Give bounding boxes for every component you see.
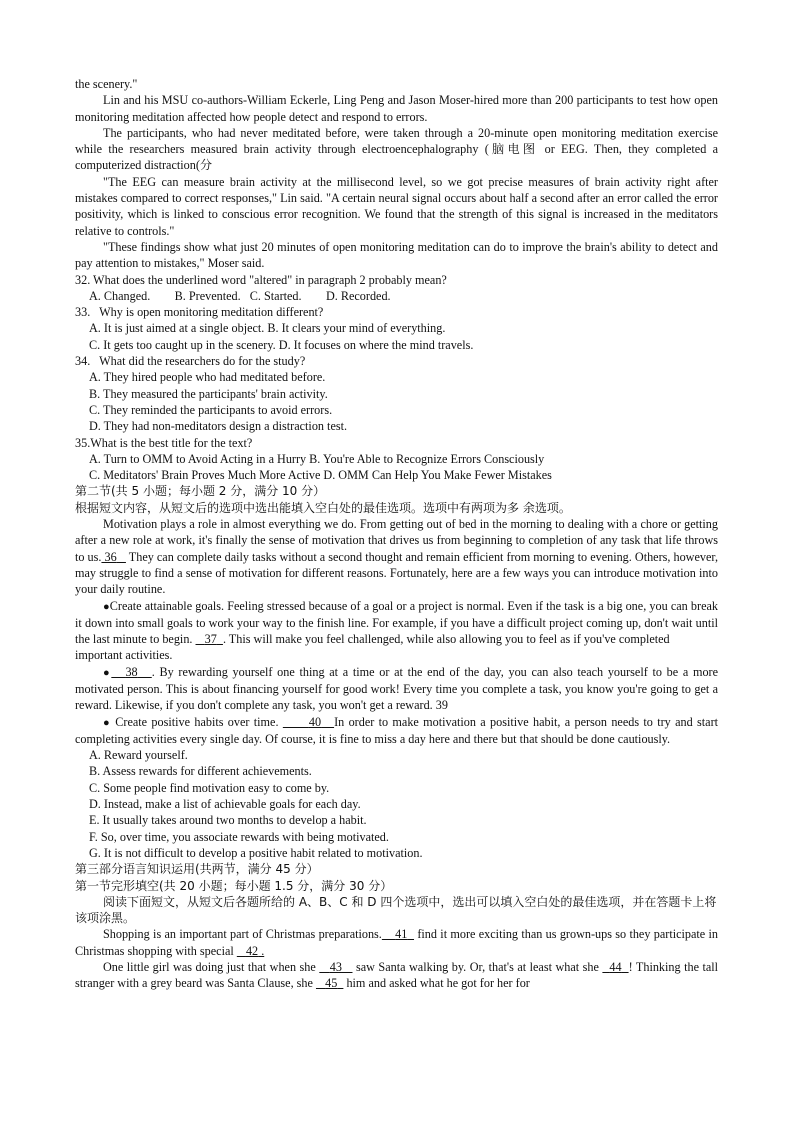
text-segment: One little girl was doing just that when she	[103, 960, 316, 975]
text-segment: him and asked what he got for her for	[346, 976, 530, 991]
bullet-icon: ●	[103, 716, 111, 729]
passage-paragraph: Lin and his MSU co-authors-William Eckerle, Ling Peng and Jason Moser-hired more than 200 participants to test how open monitoring meditation affected how people detect and respond to errors.	[75, 93, 718, 124]
text-segment: . This will make you feel challenged, while also allowing you to feel as if you've completed	[222, 632, 670, 647]
text-segment: ! Thinking the tall stranger with a grey beard was Santa Clause, she	[75, 960, 719, 991]
question-35: 35.What is the best title for the text?	[75, 435, 253, 450]
cloze-paragraph	[75, 598, 718, 648]
question-35-option-ab: A. Turn to OMM to Avoid Acting in a Hurry B. You're Able to Recognize Errors Consciously	[89, 451, 545, 466]
text-segment: find it more exciting than us grown-ups so they participate in Christmas shopping with special	[75, 927, 718, 958]
text-segment: Shopping is an important part of Christmas preparations.	[103, 927, 382, 942]
section-heading: 第一节完形填空(共 20 小题；每小题 1.5 分，满分 30 分）	[75, 878, 393, 893]
blank-43: 43	[329, 960, 342, 975]
question-35-option-cd: C. Meditators' Brain Proves Much More Active D. OMM Can Help You Make Fewer Mistakes	[89, 468, 552, 483]
question-34: 34. What did the researchers do for the study?	[75, 354, 306, 369]
blank-38: 38	[125, 664, 138, 679]
question-34-option-b: B. They measured the participants' brain activity.	[89, 386, 328, 401]
section-heading: 第二节(共 5 小题；每小题 2 分，满分 10 分）	[75, 484, 326, 499]
question-32: 32. What does the underlined word "altered" in paragraph 2 probably mean?	[75, 272, 447, 287]
part-heading: 第三部分语言知识运用(共两节，满分 45 分）	[75, 862, 319, 877]
option-a: A. Reward yourself.	[89, 748, 188, 763]
text-segment: In order to make motivation a positive habit, a person needs to try and start completing activities every single day. Of course, it is fine to miss a day here and there but that should be done cautiously.	[75, 714, 719, 746]
blank-44: 44	[609, 960, 622, 975]
blank-42: 42 .	[245, 943, 265, 958]
text-segment: . By rewarding yourself one thing at a time or at the end of the day, you can also teach yourself to be a more motivated person. This is about financing yourself for good work! Every time you complete a task, you know you're going to get a reward. Likewise, if you don't complete any task, you won't get a reward. 39	[75, 664, 719, 713]
option-e: E. It usually takes around two months to develop a habit.	[89, 813, 367, 828]
passage-paragraph: "The EEG can measure brain activity at the millisecond level, so we got precise measures of brain activity right after mistakes compared to correct responses," Lin said. "A certain neural signal occurs about half a second after an error called the error positivity, which is linked to conscious error recognition. We found that the strength of this signal is increased in the meditators relative to controls."	[75, 174, 718, 238]
question-33-option-ab: A. It is just aimed at a single object. B. It clears your mind of everything.	[89, 321, 446, 336]
cloze-paragraph	[75, 516, 718, 597]
section-instruction: 阅读下面短文，从短文后各题所给的 A、B、C 和 D 四个选项中，选出可以填入空白处的最佳选项，并在答题卡上将该项涂黑。	[75, 894, 717, 926]
option-d: D. Instead, make a list of achievable goals for each day.	[89, 797, 361, 812]
option-g: G. It is not difficult to develop a positive habit related to motivation.	[89, 845, 423, 860]
passage-paragraph: The participants, who had never meditated before, were taken through a 20-minute open monitoring meditation exercise while the researchers measured brain activity through electroencephalography (脑电图 or EEG. Then, they completed a computerized distraction(分	[75, 125, 718, 173]
option-b: B. Assess rewards for different achievements.	[89, 764, 312, 779]
passage-paragraph: "These findings show what just 20 minutes of open monitoring meditation can do to improve the brain's ability to detect and pay attention to mistakes," Moser said.	[75, 239, 718, 271]
text-segment: saw Santa walking by. Or, that's at least what she	[355, 960, 599, 975]
question-34-option-d: D. They had non-meditators design a distraction test.	[89, 419, 348, 434]
text-segment: They can complete daily tasks without a second thought and remain efficient from morning to evening. Others, however, may struggle to find a sense of motivation for different reasons. Fortunately, here are a few ways you can introduce motivation into your daily routine.	[75, 549, 719, 597]
text-segment: Create attainable goals. Feeling stressed because of a goal or a project is normal. Even if the task is a big one, you can break it down into small goals to work your way to the finish line. For example, if you have a difficult project coming up, don't wait until the last minute to begin.	[75, 598, 718, 647]
blank-45: 45	[325, 976, 338, 991]
blank-41: 41	[395, 927, 408, 942]
bullet-icon: ●	[103, 666, 112, 679]
question-33-option-cd: C. It gets too caught up in the scenery. D. It focuses on where the mind travels.	[89, 337, 474, 352]
bullet-icon: ●	[103, 600, 110, 613]
option-c: C. Some people find motivation easy to come by.	[89, 780, 330, 795]
question-32-options: A. Changed. B. Prevented. C. Started. D. Recorded.	[89, 288, 391, 303]
section-instruction: 根据短文内容，从短文后的选项中选出能填入空白处的最佳选项。选项中有两项为多 余选项。	[75, 500, 571, 515]
blank-40: 40	[308, 714, 322, 729]
text-segment: Create positive habits over time.	[115, 714, 279, 729]
question-34-option-c: C. They reminded the participants to avoid errors.	[89, 402, 333, 417]
text-segment: Motivation plays a role in almost everything we do. From getting out of bed in the morning to dealing with a chore or getting after a new role at work, it's finally the sense of motivation that drives us from beginning to completion of any task that life throws to us.	[75, 517, 718, 564]
passage-paragraph: the scenery."	[75, 77, 138, 91]
cloze-paragraph	[75, 714, 718, 748]
blank-37: 37	[204, 632, 217, 647]
blank-36: 36	[104, 549, 117, 564]
question-34-option-a: A. They hired people who had meditated before.	[89, 370, 326, 385]
exam-page	[75, 76, 718, 992]
cloze-paragraph	[75, 959, 718, 992]
option-f: F. So, over time, you associate rewards with being motivated.	[89, 829, 389, 844]
question-33: 33. Why is open monitoring meditation different?	[75, 305, 324, 320]
cloze-paragraph	[75, 664, 718, 714]
cloze-paragraph	[75, 926, 718, 959]
cloze-paragraph: important activities.	[75, 648, 173, 663]
